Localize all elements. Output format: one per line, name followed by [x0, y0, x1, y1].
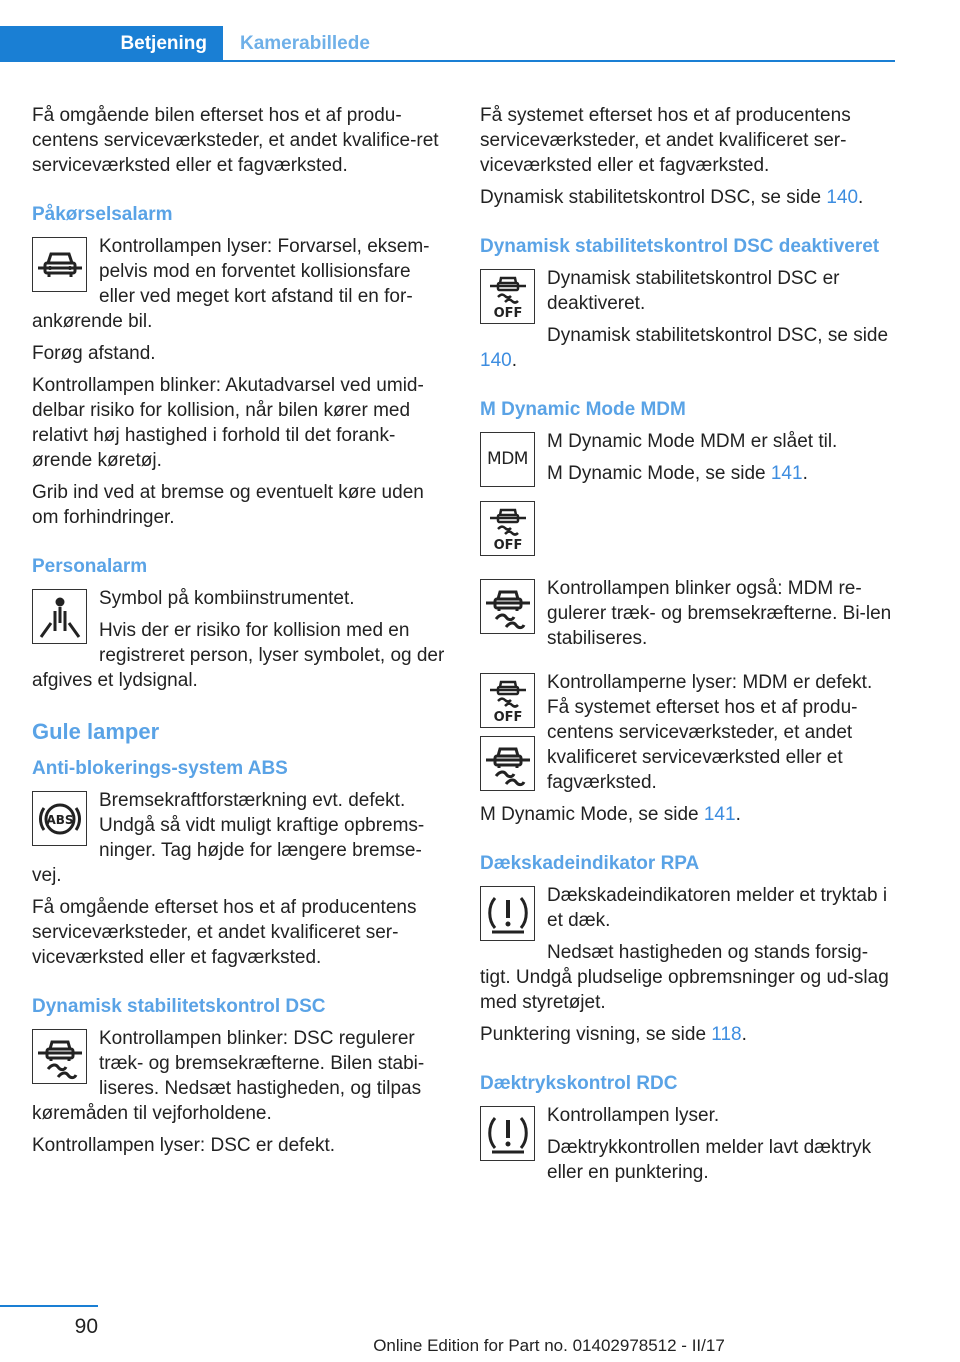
right-column: [480, 103, 896, 1192]
dsc-p1: Kontrollampen blinker: DSC regulerer træk- og bremsekræfterne. Bilen stabi‐liseres. Nedsæt hastigheden, og tilpas køremåden til vejforholdene.: [32, 1028, 425, 1124]
mdm-p2: M Dynamic Mode, se side 141.: [547, 463, 808, 484]
tire-warning-icon: [480, 886, 535, 941]
abs-icon-text: ABS: [45, 812, 74, 827]
right-p1: Få systemet efterset hos et af producentens serviceværksteder, et andet kvalificeret ser‐viceværksted eller et fagværksted.: [480, 105, 851, 176]
mdm-icon: [480, 432, 535, 487]
page-link-141b[interactable]: 141: [703, 804, 736, 825]
rpa-p3: Punktering visning, se side 118.: [480, 1024, 747, 1045]
mdm-p3: Kontrollampen blinker også: MDM re‐gulerer træk- og bremsekræfterne. Bi‐len stabiliseres.: [547, 578, 892, 649]
header-tabbar: [0, 26, 895, 62]
rpa-p2: Nedsæt hastigheden og stands forsig‐tigt. Undgå pludselige opbremsninger og ud‐slag med styretøjet.: [480, 942, 889, 1013]
abs-heading: Anti-blokerings-system ABS: [32, 758, 288, 779]
left-column: [32, 103, 448, 1165]
dsc-off-heading: Dynamisk stabilitetskontrol DSC deaktiveret: [480, 236, 880, 257]
rdc-p1: Kontrollampen lyser.: [547, 1105, 720, 1126]
tire-pressure-icon: [480, 1106, 535, 1161]
rdc-p2: Dæktrykkontrollen melder lavt dæktryk eller en punktering.: [547, 1137, 872, 1183]
person-p2: Hvis der er risiko for kollision med en registreret person, lyser symbolet, og der afgives et lydsignal.: [32, 620, 445, 691]
dsc-off-p1: Dynamisk stabilitetskontrol DSC er deaktiveret.: [547, 268, 840, 314]
dsc-off-icon-text: OFF: [493, 305, 522, 321]
mdm-defect-icons: [480, 670, 547, 791]
collision-p4: Grib ind ved at bremse og eventuelt køre uden om forhindringer.: [32, 482, 424, 528]
rdc-heading: Dæktrykskontrol RDC: [480, 1073, 678, 1094]
dsc-off-p2: Dynamisk stabilitetskontrol DSC, se side 140.: [480, 325, 889, 371]
mdm-defect-dsc-icon: [480, 736, 535, 791]
collision-p2: Forøg afstand.: [32, 343, 156, 364]
right-ref1: Dynamisk stabilitetskontrol DSC, se side 140.: [480, 187, 864, 208]
mdm-dsc-off-icon: [480, 501, 535, 556]
page-number: 90: [74, 1315, 98, 1338]
mdm-p1: M Dynamic Mode MDM er slået til.: [547, 431, 838, 452]
page-link-140b[interactable]: 140: [480, 350, 512, 371]
intro-paragraph: Få omgående bilen efterset hos et af produ‐centens serviceværksteder, et andet kvalifice‐ret serviceværksted eller et fagværksted.: [32, 105, 439, 176]
page-number-rule: [0, 1305, 98, 1307]
abs-p1: Bremsekraftforstærkning evt. defekt. Undgå så vidt muligt kraftige opbrems‐ninger. Tag højde for længere bremse‐vej.: [32, 790, 425, 886]
collision-p1: Kontrollampen lyser: Forvarsel, eksem‐pelvis mod en forventet kollisionsfare eller ved meget kort afstand til en for‐ankørende bil.: [32, 236, 430, 332]
yellow-lamps-heading: Gule lamper: [32, 719, 160, 744]
dsc-icon: [32, 1029, 87, 1084]
abs-icon: [32, 791, 87, 846]
page-link-140[interactable]: 140: [826, 187, 859, 208]
collision-heading: Påkørselsalarm: [32, 204, 173, 225]
collision-warning-icon: [32, 237, 87, 292]
person-p1: Symbol på kombiinstrumentet.: [99, 588, 355, 609]
dsc-heading: Dynamisk stabilitetskontrol DSC: [32, 996, 326, 1017]
collision-p3: Kontrollampen blinker: Akutadvarsel ved umid‐delbar risiko for kollision, når bilen kører med relativt høj hastighed i forhold til det forank‐ørende køretøj.: [32, 375, 424, 471]
mdm-p5: M Dynamic Mode, se side 141.: [480, 804, 741, 825]
mdm-p4: Kontrollamperne lyser: MDM er defekt. Få systemet efterset hos et af produ‐centens serviceværksteder, et andet kvalificeret serviceværksted eller et fagværksted.: [547, 672, 873, 793]
mdm-defect-off-icon: [480, 673, 535, 728]
mdm-dsc-blink-icon: [480, 579, 535, 634]
rpa-heading: Dækskadeindikator RPA: [480, 853, 700, 874]
page-link-118[interactable]: 118: [711, 1024, 742, 1045]
page-link-141[interactable]: 141: [770, 463, 803, 484]
pedestrian-warning-icon: [32, 589, 87, 644]
tab-betjening[interactable]: Betjening: [0, 26, 223, 62]
mdm-icon-text: MDM: [487, 449, 528, 469]
mdm-defect-off-text: OFF: [493, 709, 522, 725]
footer-edition: Online Edition for Part no. 01402978512 - II/17: [373, 1336, 725, 1355]
rpa-p1: Dækskadeindikatoren melder et tryktab i et dæk.: [547, 885, 888, 931]
mdm-off-icon-text: OFF: [493, 537, 522, 553]
dsc-p2: Kontrollampen lyser: DSC er defekt.: [32, 1135, 336, 1156]
tab-kamerabillede[interactable]: Kamerabillede: [240, 33, 370, 54]
abs-p2: Få omgående efterset hos et af producentens serviceværksteder, et andet kvalificeret ser‐viceværksted eller et fagværksted.: [32, 897, 417, 968]
dsc-off-icon: [480, 269, 535, 324]
person-heading: Personalarm: [32, 556, 148, 577]
mdm-heading: M Dynamic Mode MDM: [480, 399, 686, 420]
